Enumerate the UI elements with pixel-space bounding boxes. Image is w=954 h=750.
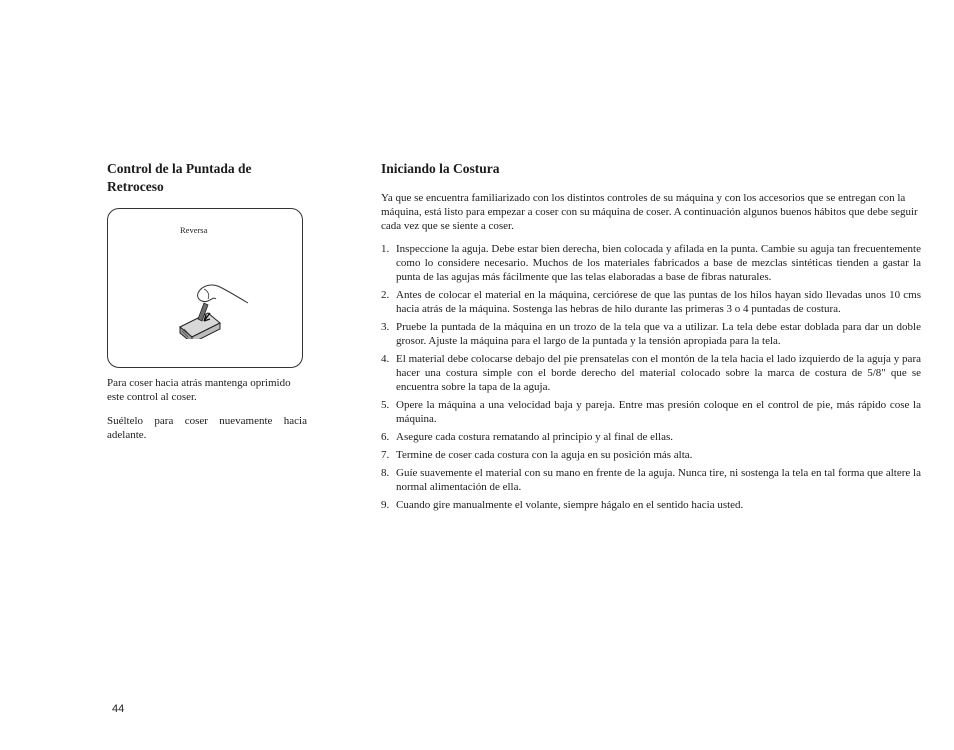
list-item: 6. Asegure cada costura rematando al principio y al final de ellas. — [381, 431, 674, 443]
start-sewing-heading: Iniciando la Costura — [381, 161, 500, 176]
reverse-button-illustration — [168, 279, 258, 339]
reverse-stitch-heading: Control de la Puntada de Retroceso — [107, 161, 252, 194]
start-sewing-intro: Ya que se encuentra familiarizado con los distintos controles de su máquina y con los accesorios que se entregan con la máquina, está listo para empezar a coser con su máquina de coser. A continuación algunos buenos hábitos que debe seguir cada vez que se siente a coser. — [381, 192, 918, 232]
list-item: 4. El material debe colocarse debajo del pie prensatelas con el montón de la tela hacia el lado izquierdo de la aguja y para hacer una costura simple con el borde derecho del material colocado sobre la marca de costura de 5/8" que se encuentra sobre la tapa de la aguja. — [381, 353, 921, 393]
list-item: 7. Termine de coser cada costura con la aguja en su posición más alta. — [381, 449, 693, 461]
list-item: 5. Opere la máquina a una velocidad baja y pareja. Entre mas presión coloque en el control de pie, más rápido cose la máquina. — [381, 399, 921, 425]
list-item: 2. Antes de colocar el material en la máquina, cerciórese de que las puntas de los hilos hayan sido llevadas unos 10 cms hacia atrás de la máquina. Sostenga las hebras de hilo durante las primeras 3 o 4 puntadas de costura. — [381, 289, 921, 315]
list-item: 3. Pruebe la puntada de la máquina en un trozo de la tela que va a utilizar. La tela debe estar doblada para dar un doble grosor. Ajuste la máquina para el largo de la puntada y la tensión apropiada para la tela. — [381, 321, 921, 347]
list-item: 1. Inspeccione la aguja. Debe estar bien derecha, bien colocada y afilada en la punta. Cambie su aguja tan frecuentemente como lo considere necesario. Muchos de los materiales fabricados a base de mezclas sintéticas tienden a gastar la punta de las agujas más fácilmente que las telas elaboradas a base de fibras naturales. — [381, 243, 921, 283]
start-sewing-section — [381, 160, 921, 516]
reverse-instruction-1: Para coser hacia atrás mantenga oprimido este control al coser. — [107, 377, 291, 403]
reverse-control-figure — [107, 208, 303, 368]
figure-label-reversa: Reversa — [180, 225, 208, 235]
list-item: 8. Guíe suavemente el material con su mano en frente de la aguja. Nunca tire, ni sostenga la tela en tal forma que altere la normal alimentación de ella. — [381, 467, 921, 493]
reverse-stitch-section — [107, 160, 307, 442]
sewing-steps-list — [381, 242, 921, 512]
reverse-instruction-2: Suéltelo para coser nuevamente hacia adelante. — [107, 415, 307, 441]
page-number: 44 — [112, 703, 125, 715]
list-item: 9. Cuando gire manualmente el volante, siempre hágalo en el sentido hacia usted. — [381, 499, 744, 511]
